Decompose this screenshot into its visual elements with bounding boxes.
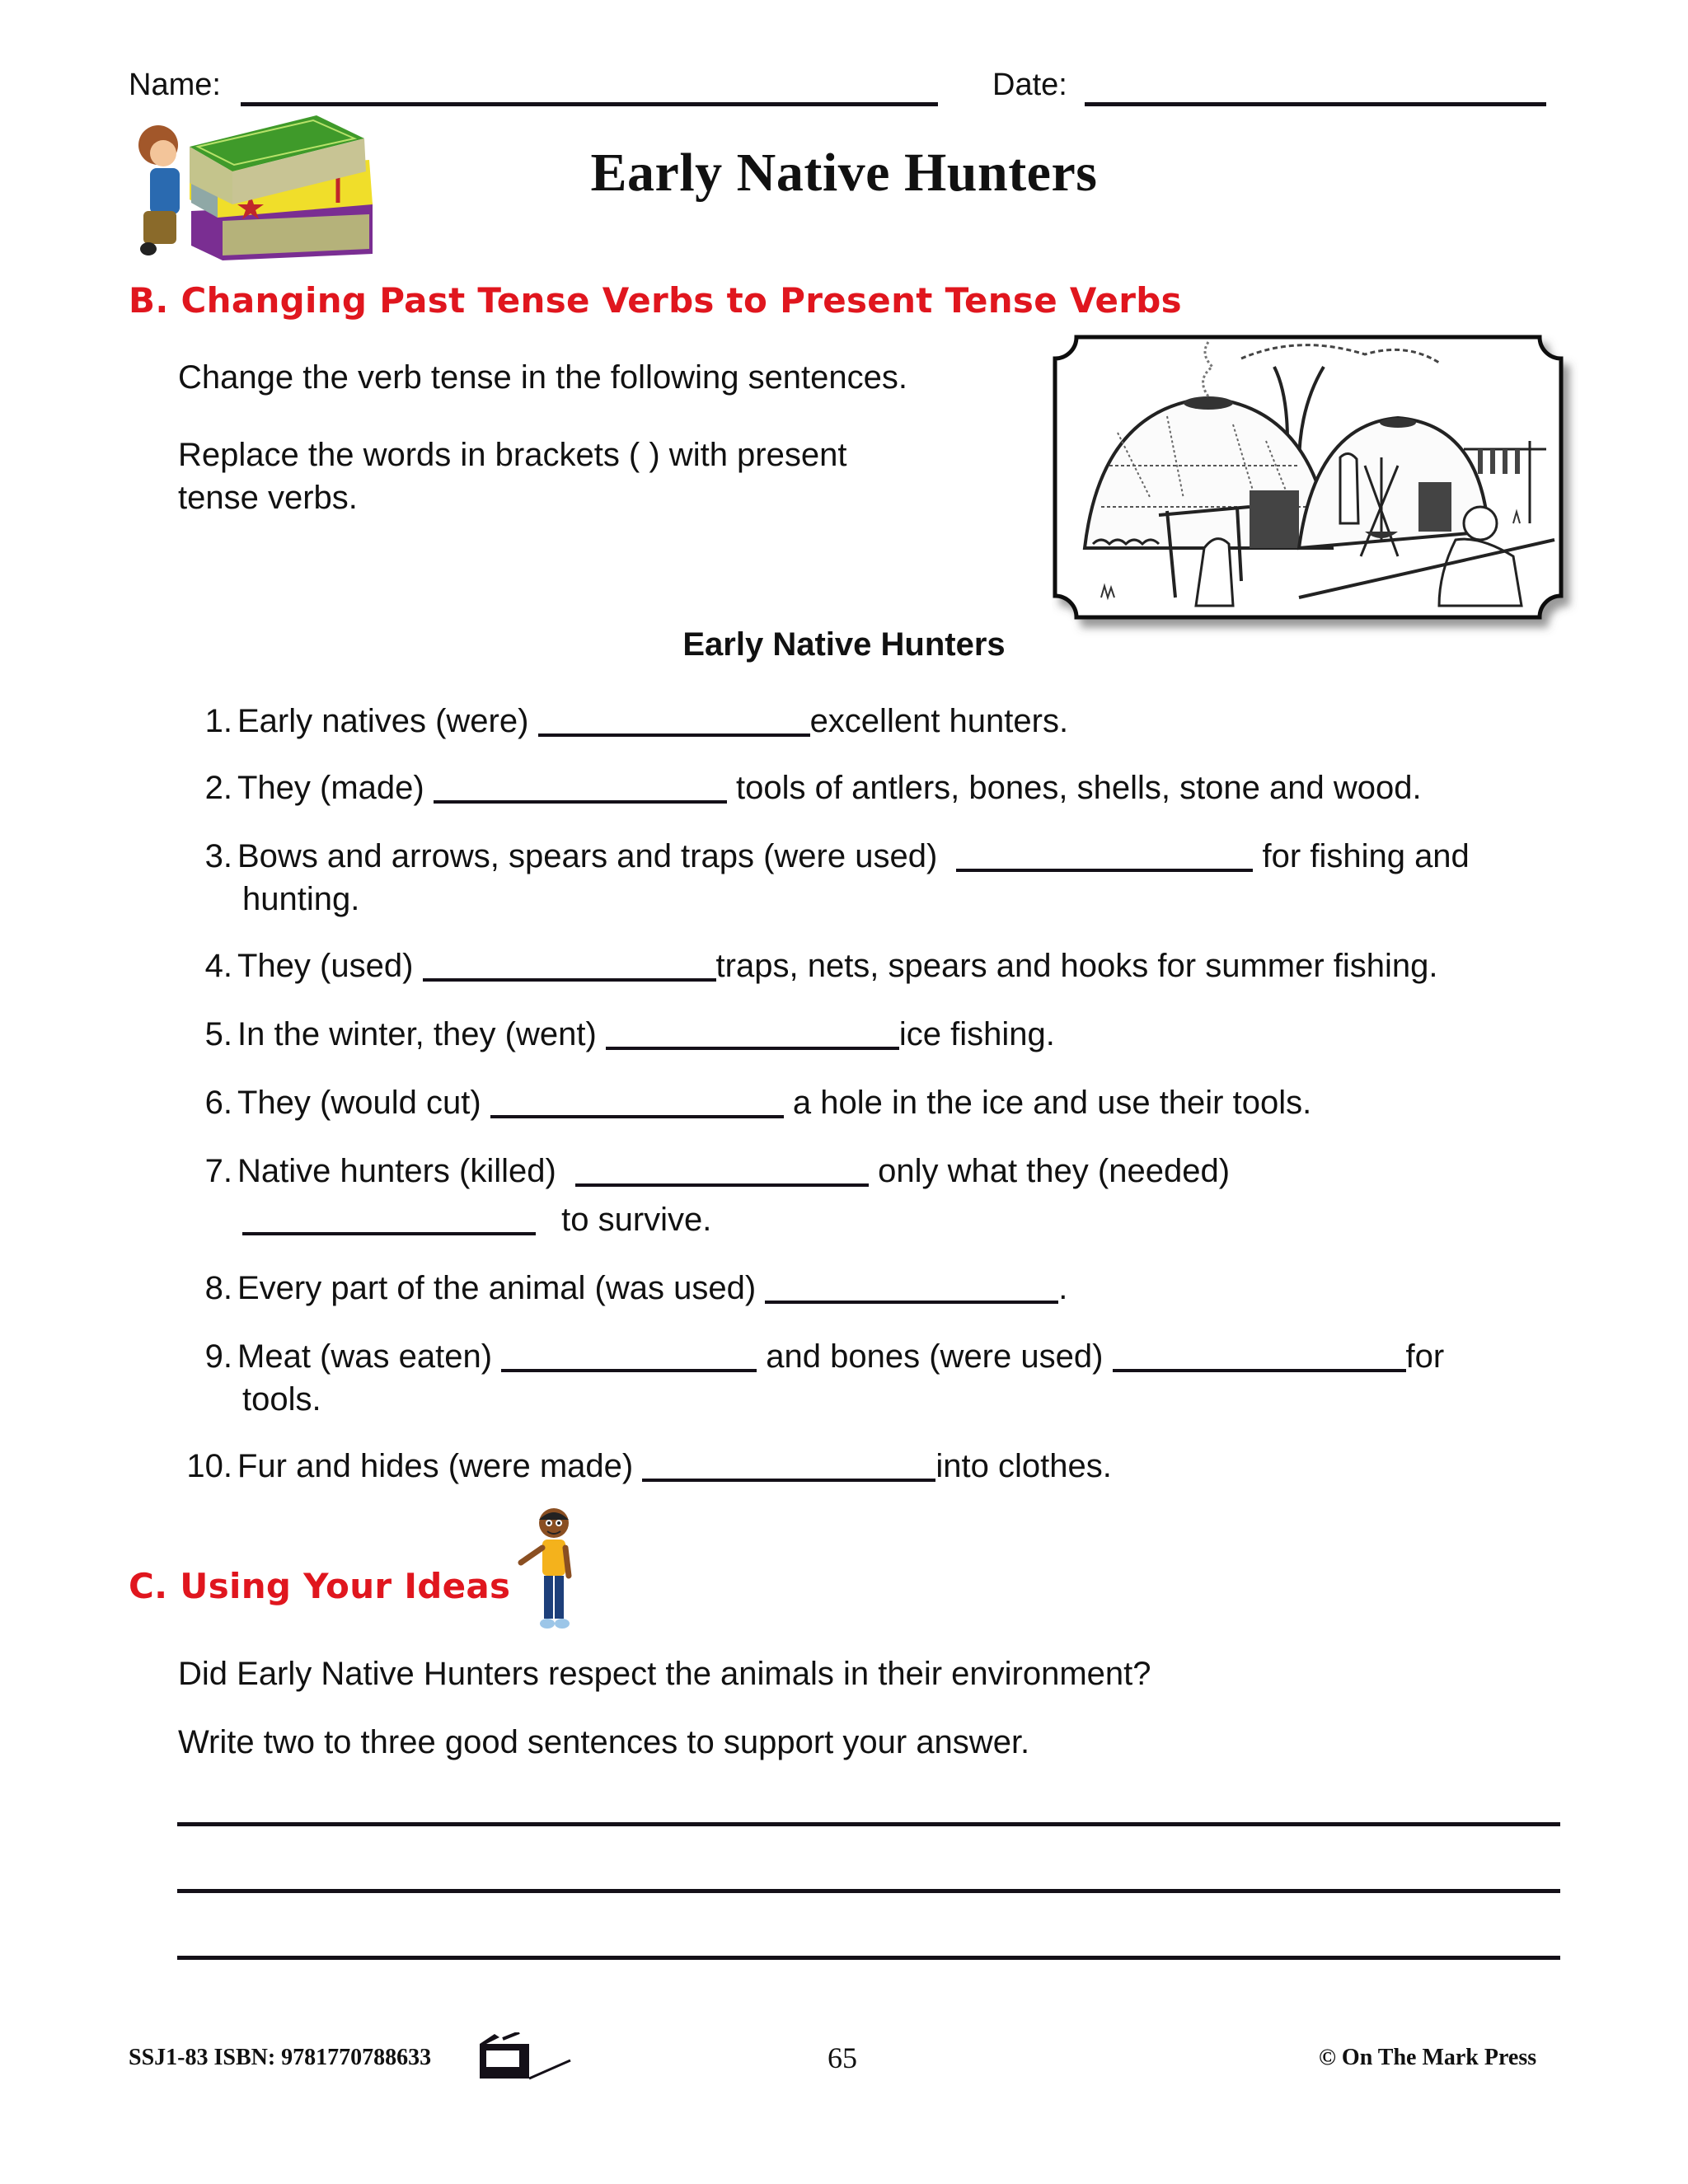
answer-blank[interactable] bbox=[242, 1232, 536, 1235]
page-title: Early Native Hunters bbox=[590, 143, 1098, 203]
exercise-item-9 bbox=[175, 1338, 1444, 1376]
item-text-before: They (used) bbox=[237, 948, 414, 984]
footer-copyright: © On The Mark Press bbox=[1319, 2045, 1537, 2070]
answer-blank[interactable] bbox=[606, 1047, 899, 1050]
item-text-after: into clothes. bbox=[935, 1448, 1112, 1484]
section-c-heading: C. Using Your Ideas bbox=[129, 1566, 511, 1606]
photocopier-icon bbox=[478, 2032, 577, 2082]
item-text-after: only what they (needed) bbox=[878, 1153, 1231, 1189]
item-number: 6. bbox=[204, 1085, 232, 1121]
item-text-after: . bbox=[1058, 1270, 1068, 1306]
footer-isbn: SSJ1-83 ISBN: 9781770788633 bbox=[129, 2045, 432, 2070]
item-number: 10. bbox=[186, 1448, 232, 1484]
answer-blank[interactable] bbox=[434, 800, 727, 804]
exercise-item-10 bbox=[175, 1448, 1112, 1485]
answer-blank[interactable] bbox=[490, 1115, 784, 1118]
instruction-replace-line2: tense verbs. bbox=[178, 480, 358, 516]
answer-blank[interactable] bbox=[1113, 1369, 1406, 1372]
item-text-before: Bows and arrows, spears and traps (were used) bbox=[237, 838, 938, 874]
answer-line-3[interactable] bbox=[177, 1956, 1560, 1960]
answer-blank[interactable] bbox=[501, 1369, 757, 1372]
item-text-after: a hole in the ice and use their tools. bbox=[792, 1085, 1312, 1121]
item-text-after: excellent hunters. bbox=[809, 703, 1069, 739]
exercise-subheading: Early Native Hunters bbox=[682, 626, 1006, 663]
item-number: 8. bbox=[204, 1270, 232, 1306]
item-text-before: They (would cut) bbox=[237, 1085, 481, 1121]
item-number: 1. bbox=[204, 703, 232, 739]
item-text-after: traps, nets, spears and hooks for summer fishing. bbox=[715, 948, 1438, 984]
item-number: 2. bbox=[204, 770, 232, 806]
date-label: Date: bbox=[992, 68, 1067, 102]
item-text-before: Meat (was eaten) bbox=[237, 1338, 493, 1375]
exercise-item-3 bbox=[175, 838, 1470, 875]
native-village-illustration bbox=[1052, 334, 1564, 622]
section-c-prompt: Write two to three good sentences to support your answer. bbox=[178, 1724, 1030, 1760]
exercise-item-7 bbox=[175, 1153, 1230, 1190]
answer-blank[interactable] bbox=[765, 1301, 1058, 1304]
section-b-heading: B. Changing Past Tense Verbs to Present Tense Verbs bbox=[129, 280, 1182, 321]
item-text-cont: to survive. bbox=[561, 1202, 712, 1238]
answer-blank[interactable] bbox=[956, 869, 1253, 872]
answer-blank[interactable] bbox=[642, 1479, 935, 1482]
item-text-after: tools of antlers, bones, shells, stone and wood. bbox=[736, 770, 1422, 806]
section-c-question: Did Early Native Hunters respect the animals in their environment? bbox=[178, 1656, 1151, 1692]
date-field[interactable] bbox=[1085, 102, 1546, 106]
item-text-before: Native hunters (killed) bbox=[237, 1153, 556, 1189]
instruction-change-tense: Change the verb tense in the following sentences. bbox=[178, 359, 908, 396]
answer-line-2[interactable] bbox=[177, 1889, 1560, 1893]
answer-blank[interactable] bbox=[423, 978, 716, 982]
name-label: Name: bbox=[129, 68, 221, 102]
item-number: 9. bbox=[204, 1338, 232, 1375]
exercise-item-2 bbox=[175, 770, 1422, 807]
instruction-replace-line1: Replace the words in brackets ( ) with present bbox=[178, 437, 847, 473]
item-text-before: In the winter, they (went) bbox=[237, 1016, 597, 1052]
item-text-after: ice fishing. bbox=[898, 1016, 1055, 1052]
answer-blank[interactable] bbox=[575, 1183, 869, 1187]
exercise-item-9-continuation: tools. bbox=[242, 1381, 321, 1418]
exercise-item-4 bbox=[175, 948, 1438, 985]
item-text-after: for bbox=[1405, 1338, 1445, 1375]
exercise-item-1 bbox=[175, 703, 1068, 740]
exercise-item-3-continuation: hunting. bbox=[242, 881, 360, 917]
item-text-middle: and bones (were used) bbox=[766, 1338, 1104, 1375]
item-text-before: They (made) bbox=[237, 770, 424, 806]
item-text-before: Fur and hides (were made) bbox=[237, 1448, 634, 1484]
item-text-after: for fishing and bbox=[1262, 838, 1470, 874]
page-number: 65 bbox=[828, 2041, 857, 2074]
item-number: 3. bbox=[204, 838, 232, 874]
item-text-before: Every part of the animal (was used) bbox=[237, 1270, 757, 1306]
answer-line-1[interactable] bbox=[177, 1822, 1560, 1826]
exercise-item-7-continuation bbox=[242, 1202, 711, 1239]
exercise-item-8 bbox=[175, 1270, 1067, 1307]
boy-character-icon bbox=[504, 1505, 587, 1637]
item-number: 5. bbox=[204, 1016, 232, 1052]
item-text-before: Early natives (were) bbox=[237, 703, 529, 739]
exercise-item-6 bbox=[175, 1085, 1311, 1122]
item-number: 4. bbox=[204, 948, 232, 984]
name-field[interactable] bbox=[241, 102, 938, 106]
answer-blank[interactable] bbox=[538, 733, 810, 737]
item-number: 7. bbox=[204, 1153, 232, 1189]
exercise-item-5 bbox=[175, 1016, 1055, 1053]
